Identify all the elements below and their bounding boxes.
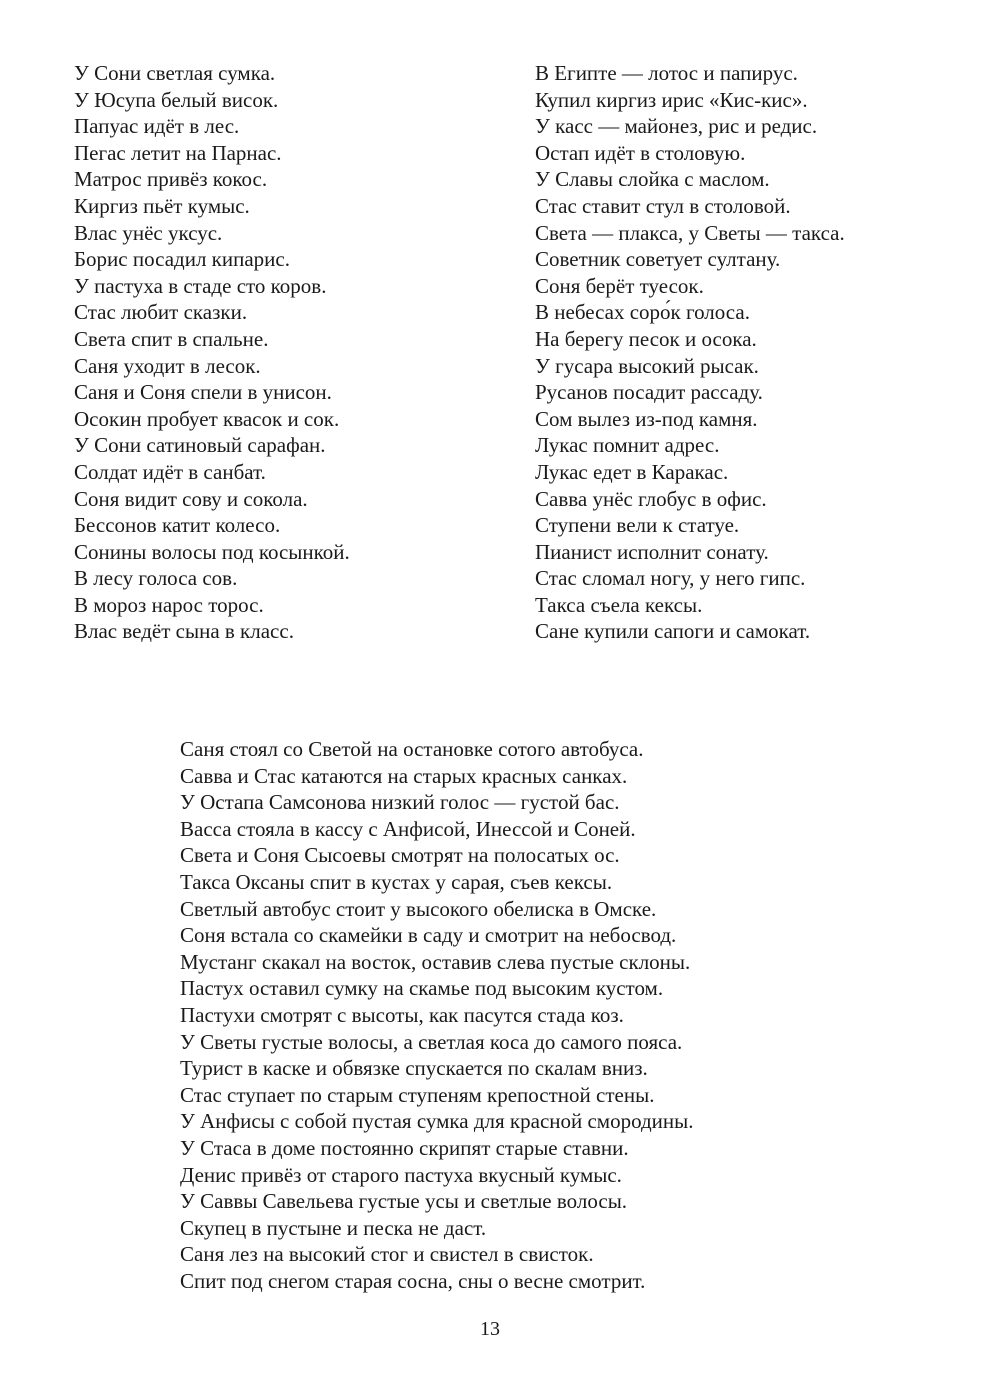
right-column-line: Советник советует султану. — [535, 247, 781, 272]
right-column-line: У Славы слойка с маслом. — [535, 167, 770, 192]
sentence-line: Саня лез на высокий стог и свистел в свисток. — [180, 1242, 594, 1267]
sentence-line: Соня встала со скамейки в саду и смотрит на небосвод. — [180, 923, 677, 948]
right-column-line: Сане купили сапоги и самокат. — [535, 619, 811, 644]
right-column-line: Сом вылез из-под камня. — [535, 406, 758, 431]
right-column-line: У гусара высокий рысак. — [535, 353, 759, 378]
sentence-line: Такса Оксаны спит в кустах у сарая, съев кексы. — [180, 869, 613, 894]
right-column-line: Купил киргиз ирис «Кис-кис». — [535, 87, 808, 112]
sentence-line: Саня стоял со Светой на остановке сотого автобуса. — [180, 737, 644, 761]
left-column-line: В мороз нарос торос. — [74, 592, 264, 617]
left-column-line: У Сони сатиновый сарафан. — [74, 433, 326, 458]
left-column-line: Папуас идёт в лес. — [74, 114, 240, 139]
left-column-line: Солдат идёт в санбат. — [74, 459, 266, 484]
left-column-line: У Юсупа белый висок. — [74, 87, 279, 112]
left-column — [74, 60, 350, 645]
left-column-line: Пегас летит на Парнас. — [74, 140, 282, 165]
right-column-line: На берегу песок и осока. — [535, 326, 757, 351]
right-column-line: У касс — майонез, рис и редис. — [535, 114, 818, 139]
sentence-line: Пастухи смотрят с высоты, как пасутся стада коз. — [180, 1002, 624, 1027]
right-column-line: Света — плакса, у Светы — такса. — [535, 220, 845, 245]
right-column-line: Лукас едет в Каракас. — [535, 459, 729, 484]
right-column-line: В небесах соро́к голоса. — [535, 300, 750, 325]
left-column-line: Стас любит сказки. — [74, 300, 248, 325]
left-column-line: Киргиз пьёт кумыс. — [74, 193, 250, 218]
sentence-line: У Остапа Самсонова низкий голос — густой бас. — [180, 790, 620, 815]
left-column-line: Саня и Соня спели в унисон. — [74, 380, 332, 405]
sentence-line: У Анфисы с собой пустая сумка для красной смородины. — [180, 1109, 694, 1134]
right-column-line: В Египте — лотос и папирус. — [535, 61, 798, 85]
left-column-line: В лесу голоса сов. — [74, 566, 238, 591]
left-column-line: Влас ведёт сына в класс. — [74, 619, 294, 644]
left-column-line: Влас унёс уксус. — [74, 220, 223, 245]
right-column-line: Такса съела кексы. — [535, 592, 703, 617]
right-column-line: Русанов посадит рассаду. — [535, 380, 763, 405]
sentence-line: Света и Соня Сысоевы смотрят на полосатых ос. — [180, 843, 620, 868]
sentence-line: Савва и Стас катаются на старых красных санках. — [180, 763, 628, 788]
sentence-line: Турист в каске и обвязке спускается по скалам вниз. — [180, 1056, 648, 1081]
right-column-line: Лукас помнит адрес. — [535, 433, 720, 458]
right-column-line: Соня берёт туесок. — [535, 273, 704, 298]
left-column-line: Света спит в спальне. — [74, 326, 269, 351]
left-column-line: Сонины волосы под косынкой. — [74, 539, 350, 564]
right-column-line: Стас ставит стул в столовой. — [535, 193, 791, 218]
right-column-line: Ступени вели к статуе. — [535, 513, 740, 538]
sentence-line: Спит под снегом старая сосна, сны о весне смотрит. — [180, 1268, 646, 1293]
left-column-line: Осокин пробует квасок и сок. — [74, 406, 340, 431]
left-column-line: У пастуха в стаде сто коров. — [74, 273, 327, 298]
right-column-line: Стас сломал ногу, у него гипс. — [535, 566, 806, 591]
sentence-line: У Светы густые волосы, а светлая коса до самого пояса. — [180, 1029, 683, 1054]
sentence-block — [180, 736, 694, 1294]
sentence-line: Стас ступает по старым ступеням крепостной стены. — [180, 1082, 655, 1107]
left-column-line: Матрос привёз кокос. — [74, 167, 268, 192]
page-number: 13 — [480, 1318, 500, 1340]
sentence-line: Денис привёз от старого пастуха вкусный кумыс. — [180, 1162, 622, 1187]
right-column-line: Остап идёт в столовую. — [535, 140, 746, 165]
right-column — [535, 60, 845, 645]
right-column-line: Савва унёс глобус в офис. — [535, 486, 767, 511]
sentence-line: У Стаса в доме постоянно скрипят старые ставни. — [180, 1135, 629, 1160]
sentence-line: Скупец в пустыне и песка не даст. — [180, 1215, 487, 1240]
left-column-line: Соня видит сову и сокола. — [74, 486, 308, 511]
sentence-line: Васса стояла в кассу с Анфисой, Инессой и Соней. — [180, 816, 636, 841]
sentence-line: Пастух оставил сумку на скамье под высоким кустом. — [180, 976, 664, 1001]
left-column-line: Бессонов катит колесо. — [74, 513, 281, 538]
sentence-line: Светлый автобус стоит у высокого обелиска в Омске. — [180, 896, 657, 921]
sentence-line: Мустанг скакал на восток, оставив слева пустые склоны. — [180, 949, 691, 974]
left-column-line: У Сони светлая сумка. — [74, 61, 276, 85]
left-column-line: Саня уходит в лесок. — [74, 353, 261, 378]
sentence-line: У Саввы Савельева густые усы и светлые волосы. — [180, 1189, 628, 1214]
right-column-line: Пианист исполнит сонату. — [535, 539, 769, 564]
left-column-line: Борис посадил кипарис. — [74, 247, 290, 272]
